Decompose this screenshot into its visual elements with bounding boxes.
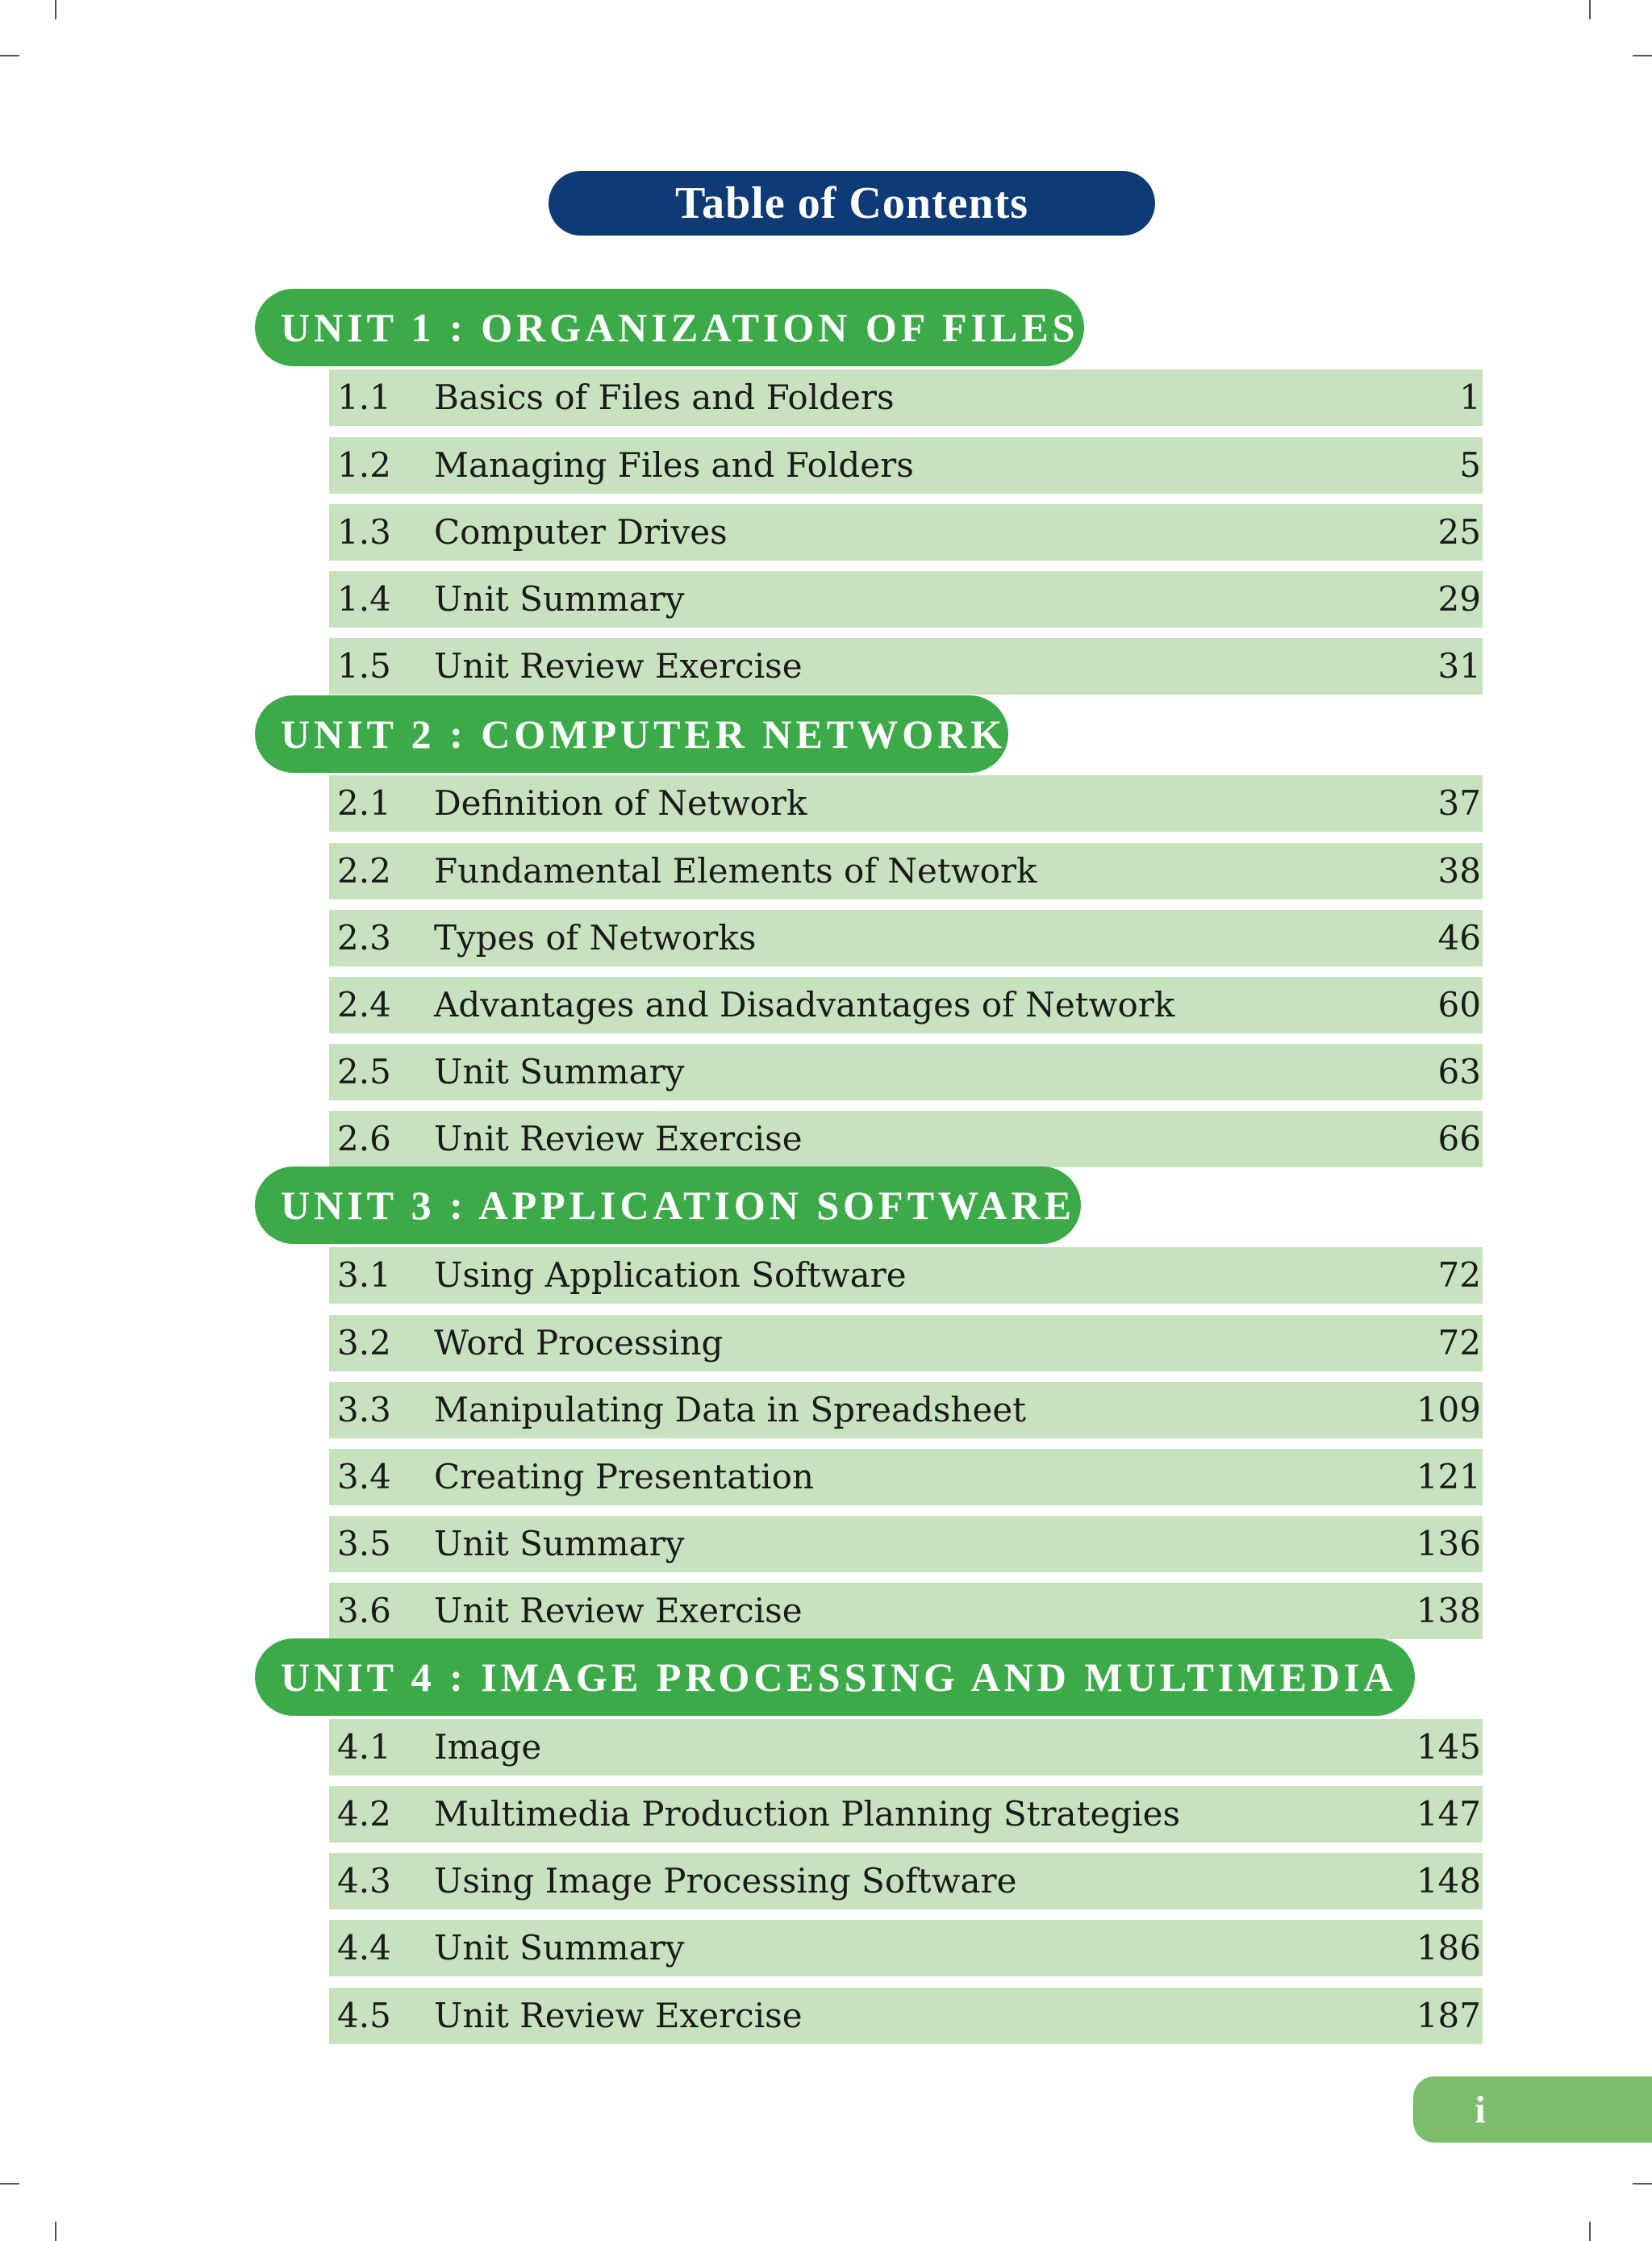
section-title: Multimedia Production Planning Strategies xyxy=(434,1794,1181,1834)
section-number: 3.1 xyxy=(337,1255,391,1295)
section-number: 2.4 xyxy=(337,985,391,1025)
toc-row[interactable] xyxy=(329,977,1483,1033)
section-number: 4.5 xyxy=(337,1996,391,2035)
page-number: 63 xyxy=(1437,1052,1481,1091)
section-title: Word Processing xyxy=(434,1323,724,1363)
toc-row[interactable] xyxy=(329,910,1483,966)
toc-row[interactable] xyxy=(329,1583,1483,1639)
page-number: 109 xyxy=(1416,1390,1481,1429)
section-title: Unit Summary xyxy=(434,579,685,619)
section-number: 4.4 xyxy=(337,1928,391,1968)
section-title: Manipulating Data in Spreadsheet xyxy=(434,1390,1027,1429)
crop-mark-left-top xyxy=(0,55,19,56)
crop-mark-right-top xyxy=(1633,55,1652,56)
section-number: 2.3 xyxy=(337,918,391,958)
section-number: 1.2 xyxy=(337,445,391,485)
toc-row[interactable] xyxy=(329,1315,1483,1371)
toc-row[interactable] xyxy=(329,1044,1483,1100)
toc-row[interactable] xyxy=(329,1920,1483,1976)
crop-mark-top-left xyxy=(55,0,56,19)
section-number: 4.2 xyxy=(337,1794,391,1834)
toc-row[interactable] xyxy=(329,843,1483,899)
section-title: Unit Review Exercise xyxy=(434,1119,803,1158)
toc-row[interactable] xyxy=(329,1382,1483,1438)
section-number: 2.1 xyxy=(337,783,391,823)
unit-2-header: UNIT 2 : COMPUTER NETWORK xyxy=(255,695,1008,773)
page-number: 187 xyxy=(1416,1996,1481,2035)
page-number: 46 xyxy=(1437,918,1481,958)
toc-row[interactable] xyxy=(329,1516,1483,1572)
unit-3-header: UNIT 3 : APPLICATION SOFTWARE xyxy=(255,1166,1081,1244)
section-title: Using Image Processing Software xyxy=(434,1861,1017,1901)
page-number: 25 xyxy=(1437,512,1481,552)
toc-row[interactable] xyxy=(329,1449,1483,1505)
unit-1-header: UNIT 1 : ORGANIZATION OF FILES xyxy=(255,289,1084,366)
page-number-label: i xyxy=(1475,2088,1486,2131)
section-title: Unit Review Exercise xyxy=(434,1996,803,2035)
toc-row[interactable] xyxy=(329,1853,1483,1909)
section-number: 4.1 xyxy=(337,1727,391,1767)
page-number: 72 xyxy=(1437,1323,1481,1363)
page-number: 38 xyxy=(1437,851,1481,891)
section-title: Unit Review Exercise xyxy=(434,646,803,686)
crop-mark-top-right xyxy=(1589,0,1591,19)
page-number: 145 xyxy=(1416,1727,1481,1767)
toc-row[interactable] xyxy=(329,1786,1483,1842)
crop-mark-left-bottom xyxy=(0,2183,19,2185)
toc-row[interactable] xyxy=(329,638,1483,695)
section-title: Computer Drives xyxy=(434,512,728,552)
section-number: 2.2 xyxy=(337,851,391,891)
section-title: Unit Summary xyxy=(434,1052,685,1091)
page-number: 136 xyxy=(1416,1524,1481,1563)
toc-row[interactable] xyxy=(329,1719,1483,1776)
section-title: Image xyxy=(434,1727,542,1767)
page-number: 147 xyxy=(1416,1794,1481,1834)
section-number: 2.5 xyxy=(337,1052,391,1091)
section-title: Creating Presentation xyxy=(434,1457,814,1496)
section-title: Unit Summary xyxy=(434,1928,685,1968)
section-title: Managing Files and Folders xyxy=(434,445,914,485)
toc-row[interactable] xyxy=(329,369,1483,426)
section-title: Definition of Network xyxy=(434,783,807,823)
page-number: 186 xyxy=(1416,1928,1481,1968)
section-number: 3.3 xyxy=(337,1390,391,1429)
toc-row[interactable] xyxy=(329,1111,1483,1167)
section-title: Unit Review Exercise xyxy=(434,1591,803,1630)
page-number: 60 xyxy=(1437,985,1481,1025)
page-number: 66 xyxy=(1437,1119,1481,1158)
section-number: 3.2 xyxy=(337,1323,391,1363)
section-number: 3.6 xyxy=(337,1591,391,1630)
section-number: 3.5 xyxy=(337,1524,391,1563)
page-number-tab xyxy=(1413,2076,1652,2143)
section-title: Types of Networks xyxy=(434,918,757,958)
section-title: Unit Summary xyxy=(434,1524,685,1563)
toc-row[interactable] xyxy=(329,504,1483,561)
page-number: 72 xyxy=(1437,1255,1481,1295)
page-number: 29 xyxy=(1437,579,1481,619)
page-number: 1 xyxy=(1459,378,1481,417)
section-title: Basics of Files and Folders xyxy=(434,378,895,417)
page-number: 37 xyxy=(1437,783,1481,823)
page-number: 5 xyxy=(1459,445,1481,485)
page-number: 31 xyxy=(1437,646,1481,686)
toc-row[interactable] xyxy=(329,437,1483,494)
toc-row[interactable] xyxy=(329,571,1483,628)
section-number: 1.3 xyxy=(337,512,391,552)
unit-4-header: UNIT 4 : IMAGE PROCESSING AND MULTIMEDIA xyxy=(255,1638,1415,1716)
section-number: 4.3 xyxy=(337,1861,391,1901)
page-number: 138 xyxy=(1416,1591,1481,1630)
section-title: Fundamental Elements of Network xyxy=(434,851,1037,891)
section-number: 1.4 xyxy=(337,579,391,619)
section-number: 1.5 xyxy=(337,646,391,686)
toc-row[interactable] xyxy=(329,775,1483,832)
section-number: 3.4 xyxy=(337,1457,391,1496)
crop-mark-right-bottom xyxy=(1633,2183,1652,2185)
section-title: Advantages and Disadvantages of Network xyxy=(434,985,1175,1025)
page-title: Table of Contents xyxy=(549,171,1155,236)
toc-row[interactable] xyxy=(329,1988,1483,2044)
crop-mark-bottom-left xyxy=(55,2222,56,2241)
section-title: Using Application Software xyxy=(434,1255,907,1295)
toc-row[interactable] xyxy=(329,1247,1483,1304)
page-number: 148 xyxy=(1416,1861,1481,1901)
page-number: 121 xyxy=(1416,1457,1481,1496)
crop-mark-bottom-right xyxy=(1589,2222,1591,2241)
section-number: 1.1 xyxy=(337,378,391,417)
section-number: 2.6 xyxy=(337,1119,391,1158)
